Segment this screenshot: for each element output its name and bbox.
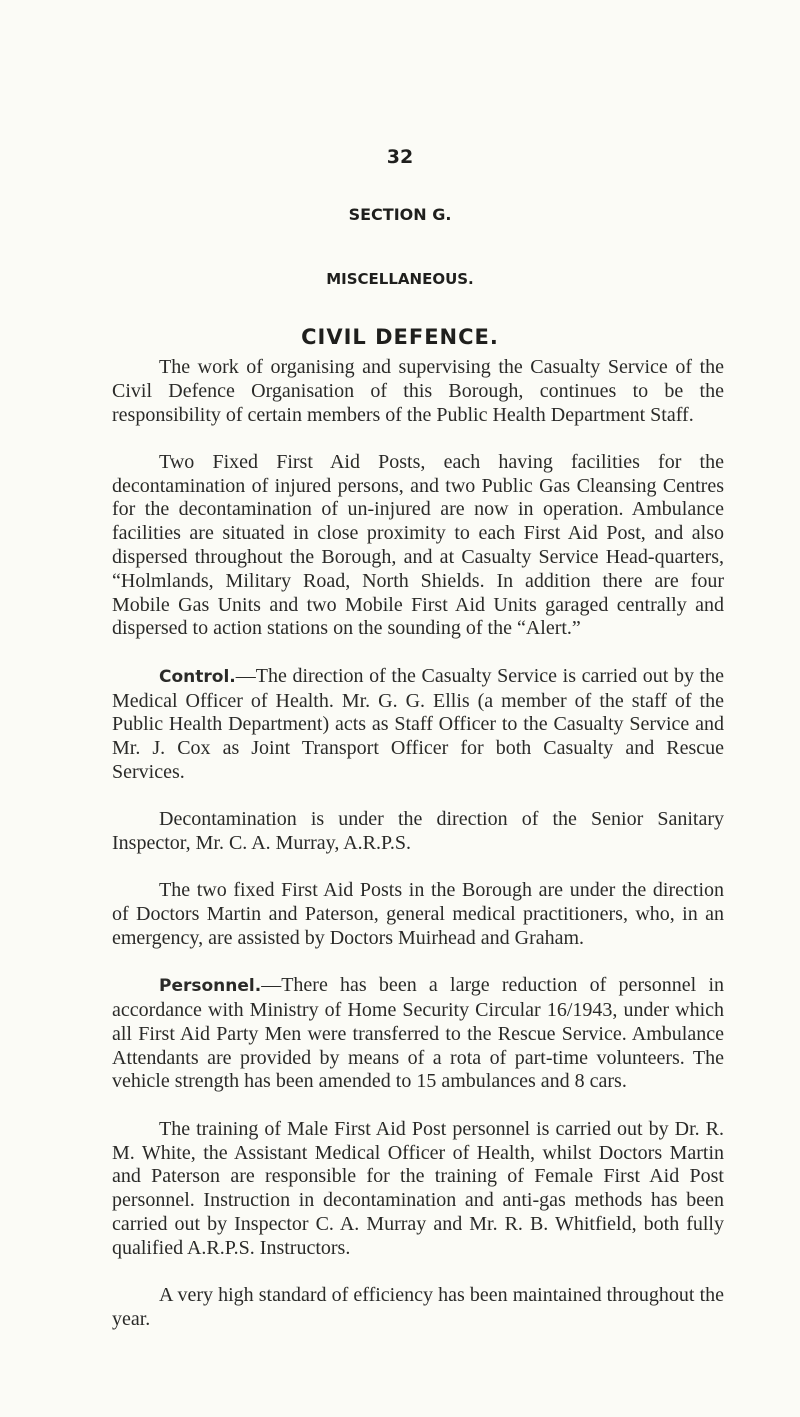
paragraph-text: —There has been a large reduction of personnel in accordance with Ministry of Home Security Circular 16/1943, under which all First Aid Party Men were transferred to the Rescue Service. Ambulance Attendants are provided by means of a rota of part-time volunteers. The vehicle strength has been amended to 15 ambulances and 8 cars. xyxy=(112,974,724,1093)
topic-heading: CIVIL DEFENCE. xyxy=(301,325,499,349)
section-heading: SECTION G. xyxy=(348,205,452,224)
paragraph-text: The training of Male First Aid Post personnel is carried out by Dr. R. M. White, the Assistant Medical Officer of Health, whilst Doctors Martin and Paterson are responsible for the training of Female First Aid Post personnel. Instruction in decontamination and anti-gas methods has been carried out by Inspector C. A. Murray and Mr. R. B. Whitfield, both fully qualified A.R.P.S. Instructors. xyxy=(112,1117,724,1259)
subsection-heading: MISCELLANEOUS. xyxy=(326,270,474,288)
paragraph-training xyxy=(112,1118,724,1261)
paragraph-intro xyxy=(112,356,724,427)
paragraph-personnel xyxy=(112,974,724,1094)
paragraph-text: The work of organising and supervising the Casualty Service of the Civil Defence Organisation of this Borough, continues to be the responsibility of certain members of the Public Health Department Staff. xyxy=(112,356,724,426)
paragraph-text: Decontamination is under the direction of the Senior Sanitary Inspector, Mr. C. A. Murray, A.R.P.S. xyxy=(112,808,724,855)
paragraph-lead: Control. xyxy=(159,666,236,687)
paragraph-decontamination xyxy=(112,808,724,856)
paragraph-control xyxy=(112,665,724,785)
paragraph-text: —The direction of the Casualty Service is carried out by the Medical Officer of Health. Mr. G. G. Ellis (a member of the staff of the Public Health Department) acts as Staff Officer to the Casualty Service and Mr. J. Cox as Joint Transport Officer for both Casualty and Rescue Services. xyxy=(112,664,724,783)
paragraph-text: A very high standard of efficiency has been maintained throughout the year. xyxy=(112,1284,724,1330)
paragraph-text: The two fixed First Aid Posts in the Borough are under the direction of Doctors Martin and Paterson, general medical practitioners, who, in an emergency, are assisted by Doctors Muirhead and Graham. xyxy=(112,879,724,949)
page-number: 32 xyxy=(386,146,414,168)
paragraph-lead: Personnel. xyxy=(159,976,262,997)
paragraph-efficiency xyxy=(112,1284,724,1332)
paragraph-text: Two Fixed First Aid Posts, each having facilities for the decontamination of injured persons, and two Public Gas Cleansing Centres for the decontamination of un-injured are now in operation. Ambulance facilities are situated in close proximity to each First Aid Post, and also dispersed throughout the Borough, and at Casualty Service Head-quarters, “Holmlands, Military Road, North Shields. In addition there are four Mobile Gas Units and two Mobile First Aid Units garaged centrally and dispersed to action stations on the sounding of the “Alert.” xyxy=(112,450,724,640)
body-text xyxy=(112,356,724,1332)
paragraph-first-aid-posts xyxy=(112,451,724,641)
paragraph-fixed-posts xyxy=(112,879,724,950)
